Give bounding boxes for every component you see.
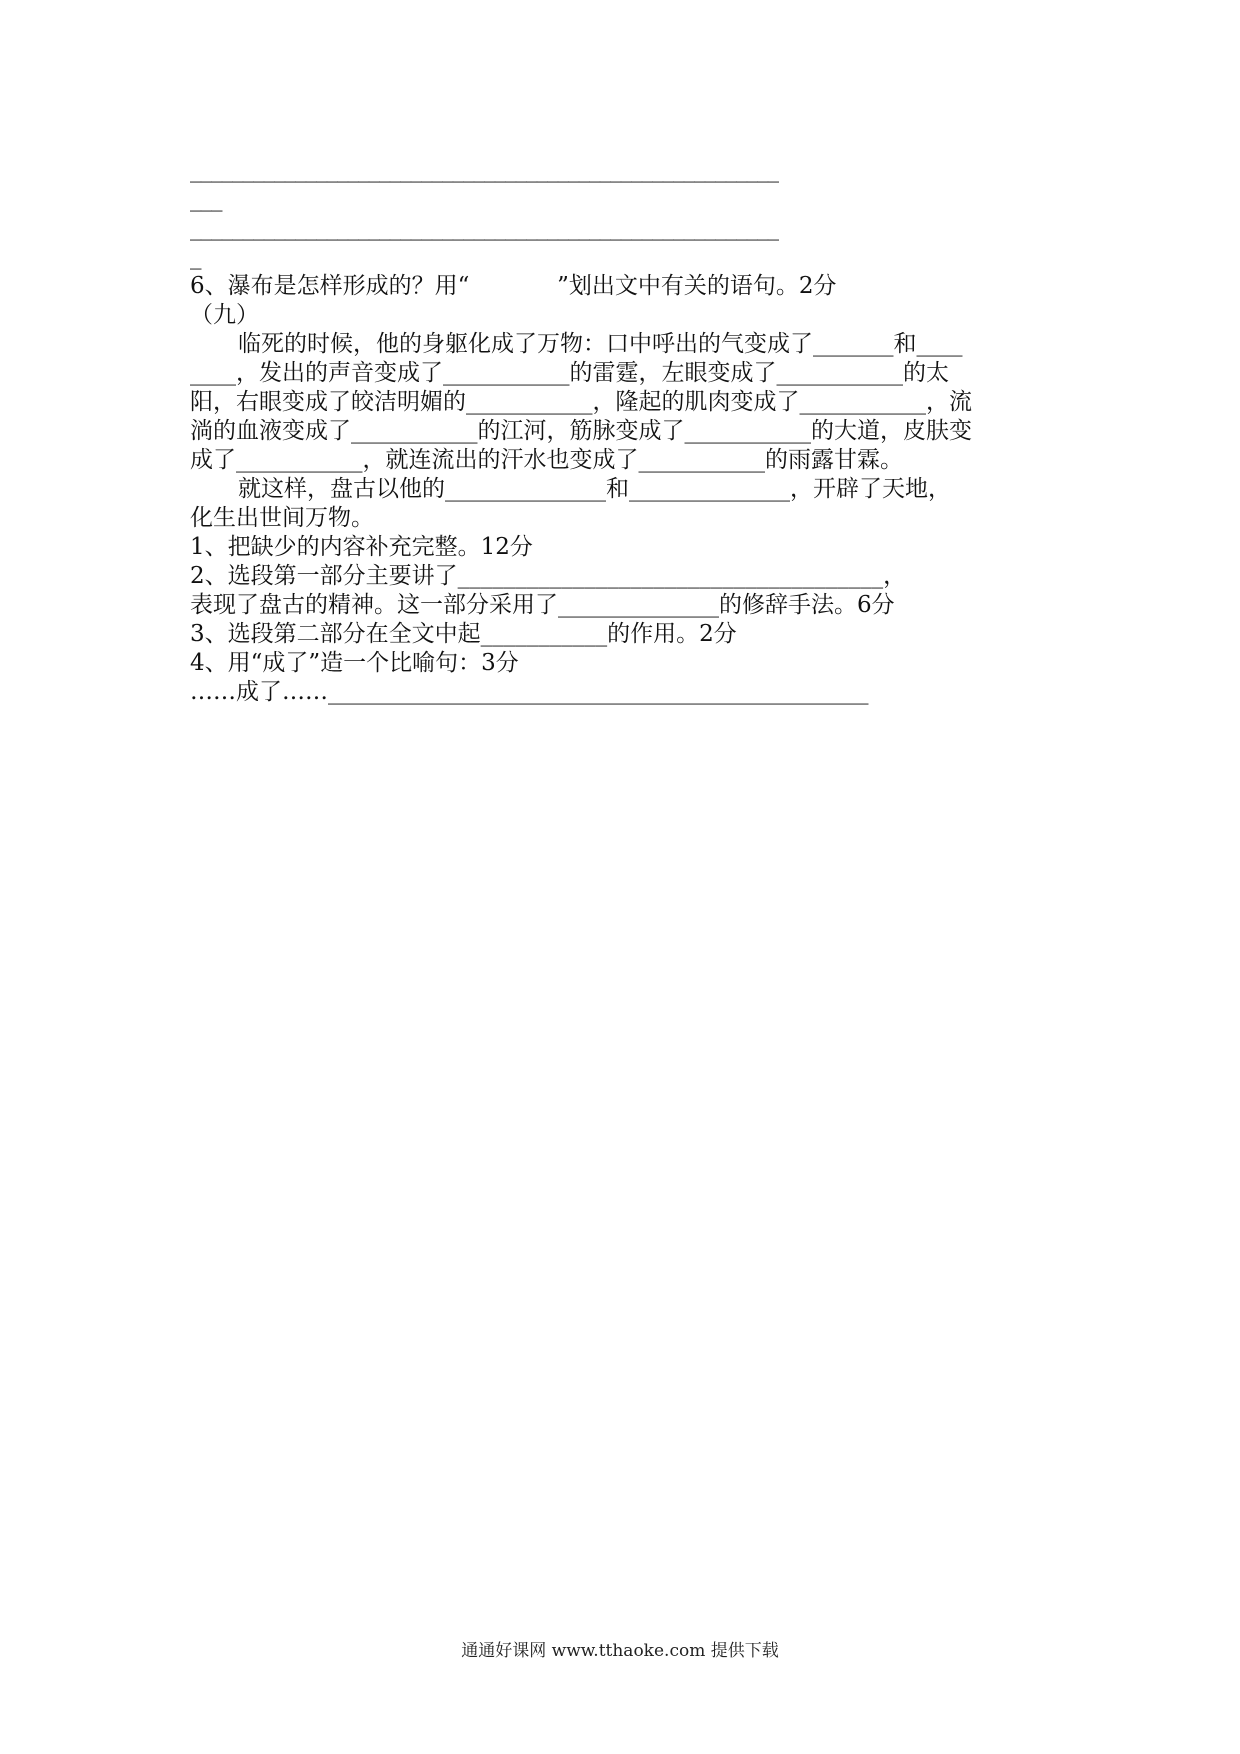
question-4-answer: ……成了……_______________________________________________ (190, 679, 869, 705)
passage-line: 阳，右眼变成了皎洁明媚的___________，隆起的肌肉变成了___________，流 (190, 389, 972, 415)
footer-source: 通通好课网 www.tthaoke.com 提供下载 (461, 1641, 779, 1661)
section-label: （九） (190, 302, 259, 328)
passage-line: 成了___________，就连流出的汗水也变成了___________的雨露甘霖。 (190, 447, 903, 473)
question-4: 4、用“成了”造一个比喻句：3分 (190, 650, 519, 676)
question-3: 3、选段第二部分在全文中起___________的作用。2分 (190, 621, 737, 647)
worksheet-content (190, 156, 1058, 707)
passage-line: 淌的血液变成了___________的江河，筋脉变成了___________的大道，皮肤变 (190, 418, 972, 444)
passage-line: 就这样，盘古以他的______________和______________，开辟了天地， (238, 476, 951, 502)
question-1: 1、把缺少的内容补充完整。12分 (190, 534, 533, 560)
answer-line: ________________________________________________________ (190, 157, 778, 183)
answer-line: _ (190, 244, 201, 270)
question-2-continued: 表现了盘古的精神。这一部分采用了______________的修辞手法。6分 (190, 592, 895, 618)
passage-line: ____，发出的声音变成了___________的雷霆，左眼变成了___________的太 (190, 360, 949, 386)
question-2: 2、选段第一部分主要讲了_____________________________________， (190, 563, 907, 589)
passage-line: 化生出世间万物。 (190, 505, 374, 531)
answer-line: ___ (190, 186, 222, 212)
passage-line: 临死的时候，他的身躯化成了万物：口中呼出的气变成了_______和____ (238, 331, 963, 357)
question-6: 6、瀑布是怎样形成的？用“ ”划出文中有关的语句。2分 (190, 273, 837, 299)
answer-line: ________________________________________________________ (190, 215, 778, 241)
